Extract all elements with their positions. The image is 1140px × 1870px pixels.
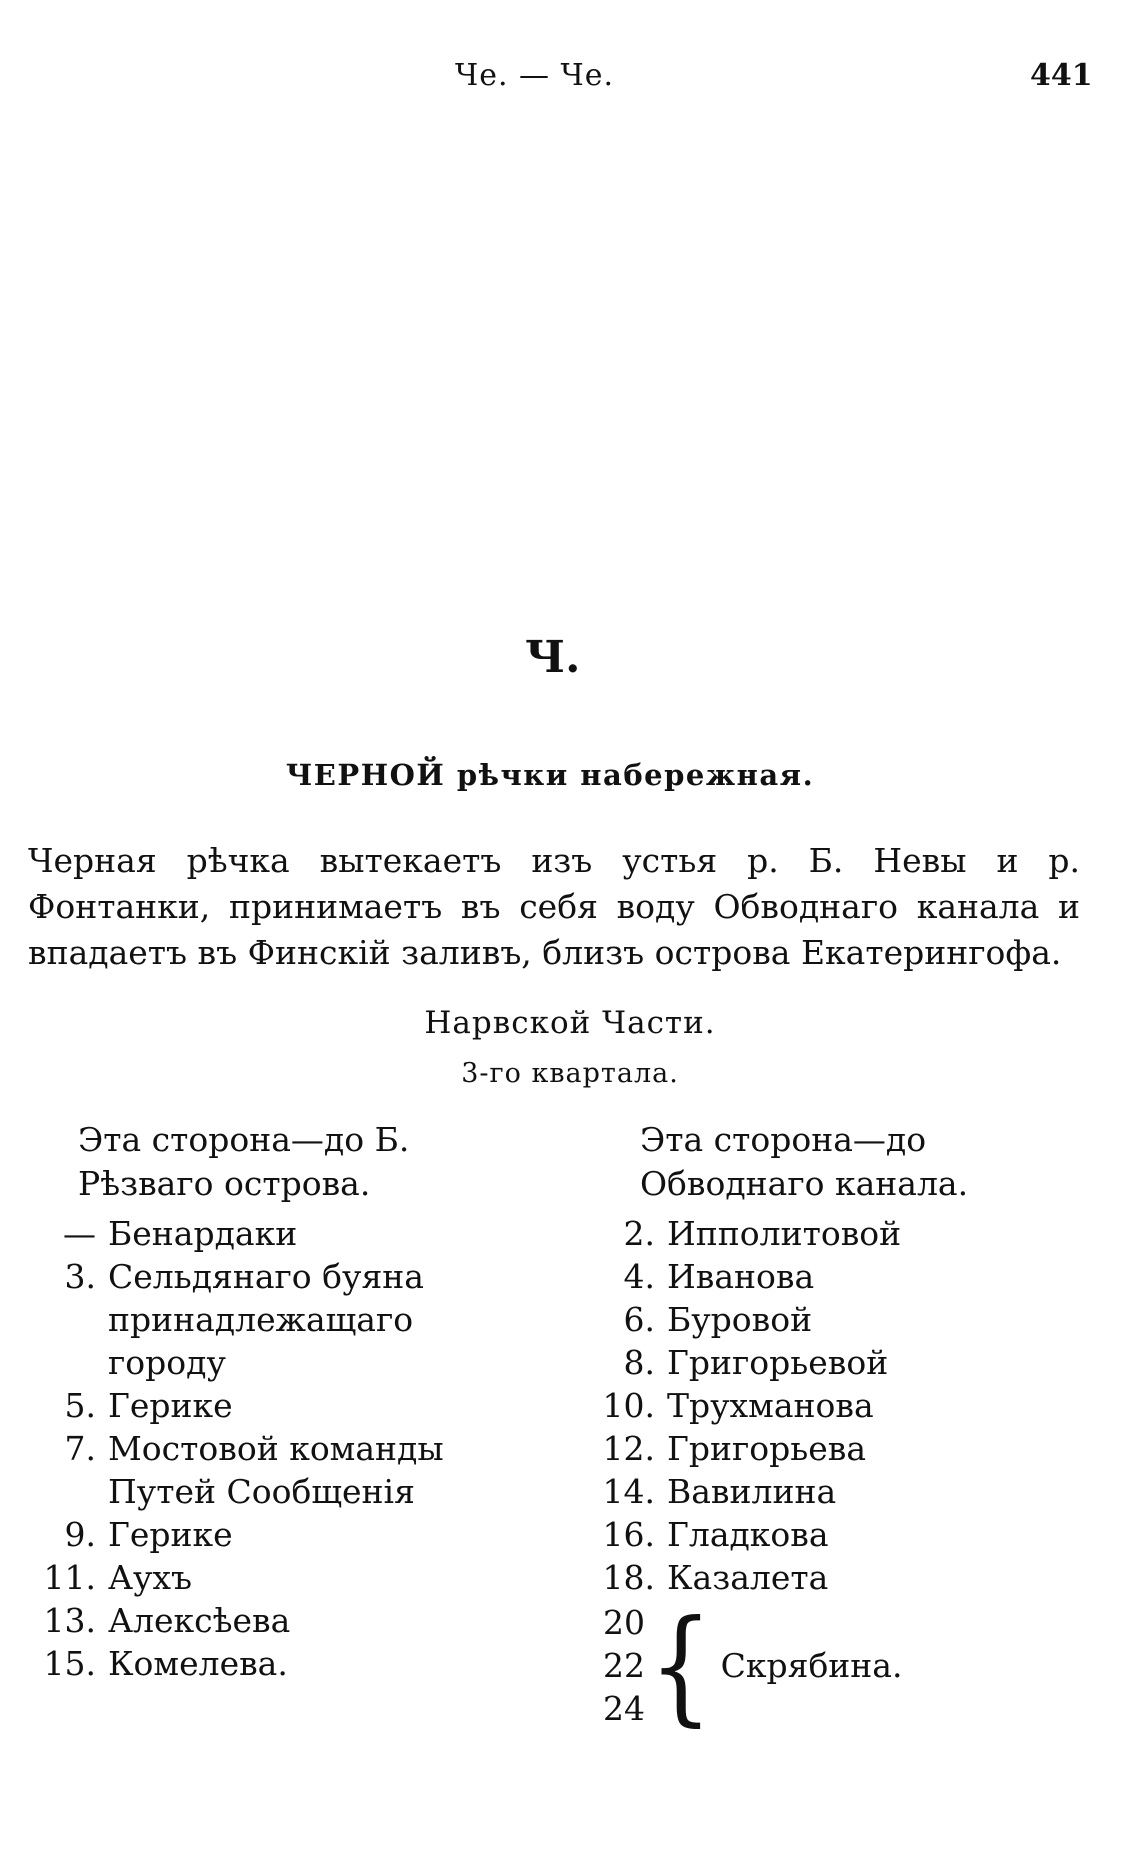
list-item [590, 1212, 1080, 1255]
house-number: 20 [603, 1603, 645, 1642]
house-number: 15. [43, 1644, 96, 1683]
owner-name: Иванова [667, 1257, 815, 1296]
house-number: 4. [623, 1257, 655, 1296]
owner-name: Гладкова [667, 1515, 829, 1554]
house-number: 13. [43, 1601, 96, 1640]
owner-name: Ипполитовой [667, 1214, 902, 1253]
right-side-heading: Эта сторона—до Обводнаго канала. [640, 1120, 969, 1203]
house-number: 24 [603, 1689, 645, 1728]
house-number: 6. [623, 1300, 655, 1339]
house-number: 10. [602, 1386, 655, 1425]
section-letter: Ч. [525, 632, 581, 683]
list-item [28, 1556, 528, 1599]
owner-name: Григорьевой [667, 1343, 889, 1382]
house-number: 14. [602, 1472, 655, 1511]
owner-name: Сельдянаго буяна принадлежащаго городу [108, 1257, 424, 1382]
grouped-houses [590, 1591, 1080, 1738]
owner-name: Трухманова [667, 1386, 874, 1425]
list-item [590, 1470, 1080, 1513]
list-item [28, 1642, 528, 1685]
house-number: 3. [64, 1257, 96, 1296]
owner-name: Герике [108, 1515, 233, 1554]
owner-name: Казалета [667, 1558, 829, 1597]
list-item [28, 1212, 528, 1255]
list-item [590, 1255, 1080, 1298]
owner-name: Григорьева [667, 1429, 866, 1468]
list-item [28, 1255, 528, 1384]
house-number: 11. [43, 1558, 96, 1597]
list-item [28, 1384, 528, 1427]
list-item [590, 1513, 1080, 1556]
list-item [28, 1513, 528, 1556]
left-side-heading: Эта сторона—до Б. Рѣзваго острова. [78, 1120, 410, 1203]
owner-name: Комелева. [108, 1644, 288, 1683]
house-number: 8. [623, 1343, 655, 1382]
list-item [590, 1298, 1080, 1341]
page-number: 441 [1030, 58, 1093, 93]
owner-name: Мостовой команды Путей Сообщенія [108, 1429, 444, 1511]
owner-name: Скрябина. [720, 1646, 903, 1685]
list-item [28, 1427, 528, 1513]
house-number: 2. [623, 1214, 655, 1253]
quarter-heading: 3-го квартала. [461, 1058, 679, 1089]
house-number: 5. [64, 1386, 96, 1425]
list-item [590, 1341, 1080, 1384]
house-number: — [63, 1214, 96, 1253]
house-number: 12. [602, 1429, 655, 1468]
house-number: 22 [603, 1646, 645, 1685]
district-heading: Нарвской Части. [424, 1005, 716, 1041]
owner-name: Бенардаки [108, 1214, 298, 1253]
entry-description: Черная рѣчка вытекаетъ изъ устья р. Б. Невы и р. Фонтанки, принимаетъ въ себя воду Обводнаго канала и впадаетъ въ Финскій заливъ, близъ острова Екатерингофа. [28, 841, 1080, 972]
owner-name: Вавилина [667, 1472, 837, 1511]
entry-title: ЧЕРНОЙ рѣчки набережная. [285, 758, 815, 792]
owner-name: Алексѣева [108, 1601, 291, 1640]
running-head: Че. — Че. [455, 58, 615, 93]
owner-name: Аухъ [108, 1558, 193, 1597]
list-item [590, 1384, 1080, 1427]
house-number: 18. [602, 1558, 655, 1597]
owner-name: Буровой [667, 1300, 813, 1339]
house-number: 16. [602, 1515, 655, 1554]
list-item [590, 1427, 1080, 1470]
house-number: 7. [64, 1429, 96, 1468]
list-item [28, 1599, 528, 1642]
owner-name: Герике [108, 1386, 233, 1425]
right-side-column [590, 1118, 1080, 1738]
left-side-column [28, 1118, 528, 1685]
house-number: 9. [64, 1515, 96, 1554]
curly-brace: { [649, 1591, 713, 1738]
grouped-house-numbers [590, 1601, 645, 1730]
